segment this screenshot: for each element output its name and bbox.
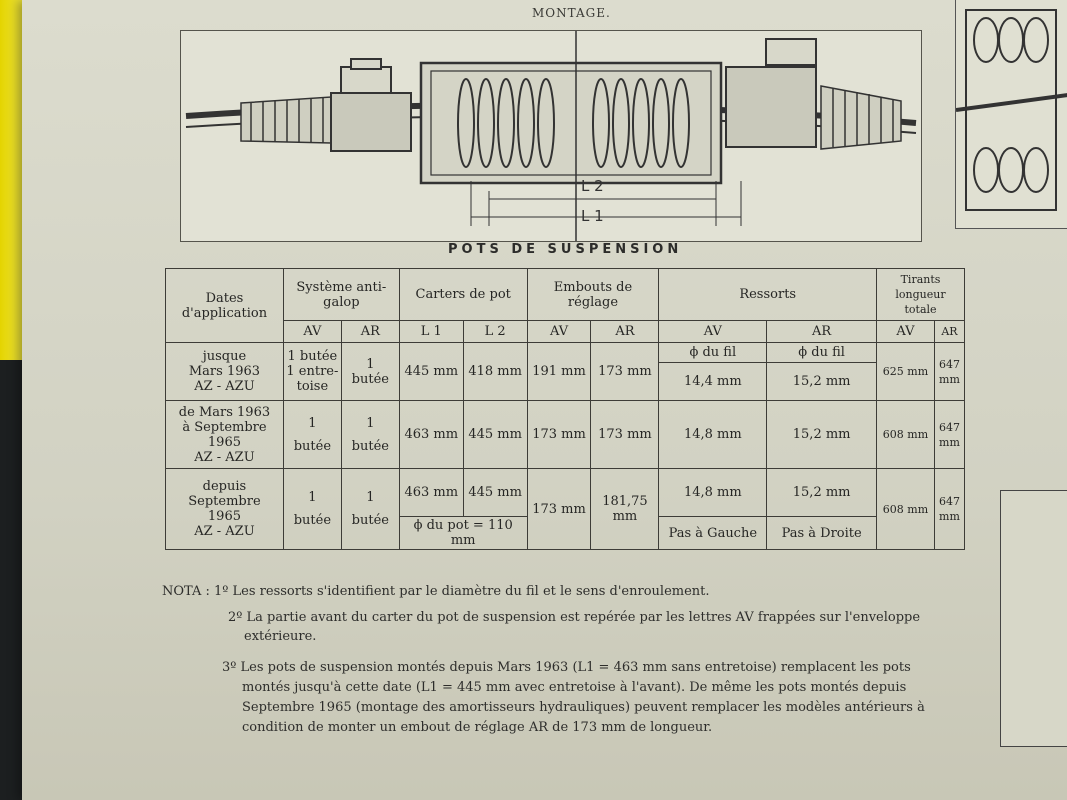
page-header: MONTAGE. [532,6,611,20]
row1-l2: 418 mm [463,343,527,401]
row2-l2: 445 mm [463,401,527,469]
row2-ag-av: 1 butée [283,401,341,469]
header-l2: L 2 [463,321,527,343]
note-3-line-2: montés jusqu'à cette date (L1 = 445 mm avec entretoise à l'avant). De même les pots montés depuis [242,680,907,695]
row3-l2: 445 mm [463,469,527,517]
row2-tir-ar: 647 mm [934,401,964,469]
row1-tir-av: 625 mm [877,343,935,401]
note-3-line-3: Septembre 1965 (montage des amortisseurs hydrauliques) peuvent remplacer les modèles antérieurs à [242,700,925,715]
row1-ress-ar-label: ϕ du fil [767,343,877,363]
row2-tir-av: 608 mm [877,401,935,469]
row2-ress-ar: 15,2 mm [767,401,877,469]
dimension-label-l1: L 1 [581,207,604,225]
adjacent-box [1000,490,1067,747]
row3-diam-pot: ϕ du pot = 110 mm [399,517,527,550]
row1-ress-av: 14,4 mm [659,363,767,401]
note-3-line-1: 3º Les pots de suspension montés depuis Mars 1963 (L1 = 463 mm sans entretoise) remplacent les pots [222,660,911,675]
suspension-pot-drawing [180,30,922,242]
row2-ress-av: 14,8 mm [659,401,767,469]
row2-l1: 463 mm [399,401,463,469]
row3-tir-av: 608 mm [877,469,935,550]
suspension-spec-table [165,268,965,550]
row2-emb-ar: 173 mm [591,401,659,469]
row2-dates: de Mars 1963 à Septembre 1965 AZ - AZU [166,401,284,469]
row1-l1: 445 mm [399,343,463,401]
row3-pas-av: Pas à Gauche [659,517,767,550]
row3-ag-ar: 1 butée [341,469,399,550]
row3-l1: 463 mm [399,469,463,517]
adjacent-drawing [955,0,1067,229]
row3-pas-ar: Pas à Droite [767,517,877,550]
header-tirants: Tirants longueur totale [877,269,965,321]
note-2-line-2: extérieure. [244,629,317,644]
row3-emb-av: 173 mm [527,469,591,550]
header-tir-av: AV [877,321,935,343]
adjacent-drawing-svg [956,0,1067,228]
header-ag-ar: AR [341,321,399,343]
header-ressorts: Ressorts [659,269,877,321]
table-title: POTS DE SUSPENSION [448,242,683,257]
row1-tir-ar: 647 mm [934,343,964,401]
header-ress-av: AV [659,321,767,343]
row1-ag-av: 1 butée 1 entre- toise [283,343,341,401]
header-dates: Dates d'application [166,269,284,343]
header-emb-ar: AR [591,321,659,343]
header-ress-ar: AR [767,321,877,343]
note-1: NOTA : 1º Les ressorts s'identifient par le diamètre du fil et le sens d'enroulement. [162,584,710,599]
header-carters: Carters de pot [399,269,527,321]
header-l1: L 1 [399,321,463,343]
row1-emb-ar: 173 mm [591,343,659,401]
row2-ag-ar: 1 butée [341,401,399,469]
row3-tir-ar: 647 mm [934,469,964,550]
suspension-cutaway-svg [181,31,921,241]
row1-dates: jusque Mars 1963 AZ - AZU [166,343,284,401]
header-anti-galop: Système anti-galop [283,269,399,321]
dimension-label-l2: L 2 [581,177,604,195]
row3-ress-av: 14,8 mm [659,469,767,517]
row1-ress-ar: 15,2 mm [767,363,877,401]
row1-emb-av: 191 mm [527,343,591,401]
note-3-line-4: condition de monter un embout de réglage AR de 173 mm de longueur. [242,720,713,735]
row3-dates: depuis Septembre 1965 AZ - AZU [166,469,284,550]
row3-ag-av: 1 butée [283,469,341,550]
header-ag-av: AV [283,321,341,343]
row3-emb-ar: 181,75 mm [591,469,659,550]
header-emb-av: AV [527,321,591,343]
row1-ag-ar: 1 butée [341,343,399,401]
note-2-line-1: 2º La partie avant du carter du pot de suspension est repérée par les lettres AV frappées sur l'enveloppe [228,610,921,625]
row3-ress-ar: 15,2 mm [767,469,877,517]
row2-emb-av: 173 mm [527,401,591,469]
manual-page [22,0,1067,800]
row1-ress-av-label: ϕ du fil [659,343,767,363]
header-embouts: Embouts de réglage [527,269,659,321]
header-tir-ar: AR [934,321,964,343]
